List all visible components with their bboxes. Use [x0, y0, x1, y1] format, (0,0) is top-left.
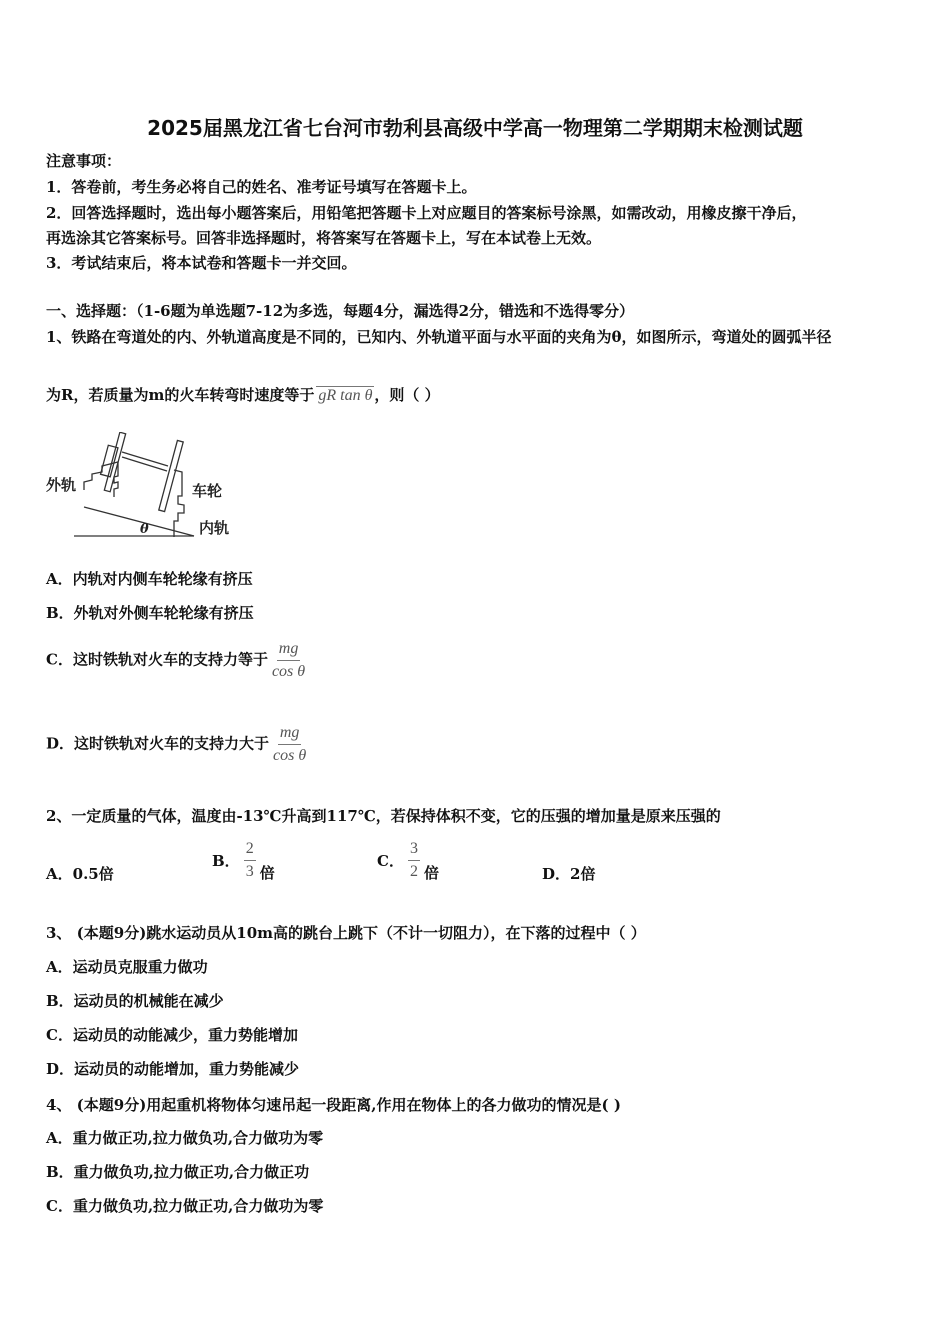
q1-text: ，则（ ） [374, 386, 440, 404]
denominator: cos θ [273, 747, 307, 764]
q3-option-b: B．运动员的机械能在减少 [46, 992, 224, 1010]
option-text: C．这时铁轨对火车的支持力等于 [46, 650, 268, 669]
page-title: 2025届黑龙江省七台河市勃利县高级中学高一物理第二学期期末检测试题 [147, 116, 803, 140]
fraction [408, 838, 420, 883]
q4-option-b: B．重力做负功,拉力做正功,合力做正功 [46, 1163, 310, 1181]
label-outer-rail: 外轨 [46, 476, 77, 494]
q2-option-d: D．2倍 [542, 865, 596, 883]
q2-stem: 2、一定质量的气体，温度由-13℃升高到117℃，若保持体积不变，它的压强的增加量是原来压强的 [46, 807, 721, 825]
sqrt-formula: gR tan θ [318, 387, 373, 404]
note-item: 再选涂其它答案标号。回答非选择题时，将答案写在答题卡上，写在本试卷上无效。 [46, 229, 602, 247]
section-heading: 一、选择题：（1-6题为单选题7-12为多选，每题4分，漏选得2分，错选和不选得零分） [46, 302, 635, 320]
numerator: 3 [408, 838, 420, 861]
note-item: 1．答卷前，考生务必将自己的姓名、准考证号填写在答题卡上。 [46, 178, 477, 196]
railway-figure [44, 432, 244, 542]
fraction [273, 722, 306, 767]
option-text: C． [377, 852, 404, 870]
q4-option-c: C．重力做负功,拉力做正功,合力做功为零 [46, 1197, 324, 1215]
q1-option-d [46, 722, 310, 767]
q3-option-c: C．运动员的动能减少，重力势能增加 [46, 1026, 298, 1044]
label-angle: θ [140, 522, 149, 537]
option-text: B． [212, 852, 240, 870]
note-item: 2．回答选择题时，选出每小题答案后，用铅笔把答题卡上对应题目的答案标号涂黑，如需改动，用橡皮擦干净后， [46, 204, 807, 222]
fraction [272, 638, 305, 683]
label-inner-rail: 内轨 [199, 519, 230, 537]
q2-option-b [212, 838, 275, 883]
unit: 倍 [259, 864, 275, 882]
denominator: 2 [409, 863, 418, 880]
q4-option-a: A．重力做正功,拉力做负功,合力做功为零 [46, 1129, 324, 1147]
denominator: cos θ [271, 663, 306, 680]
numerator: mg [278, 722, 302, 745]
q4-stem: 4、 (本题9分)用起重机将物体匀速吊起一段距离,作用在物体上的各力做功的情况是( ) [46, 1096, 621, 1114]
numerator: mg [277, 638, 301, 661]
option-text: D．这时铁轨对火车的支持力大于 [46, 734, 270, 753]
numerator: 2 [244, 838, 256, 861]
denominator: 3 [245, 863, 254, 880]
note-item: 3．考试结束后，将本试卷和答题卡一并交回。 [46, 254, 357, 272]
q2-option-a: A．0.5倍 [46, 865, 114, 883]
q2-option-c [377, 838, 439, 883]
unit: 倍 [423, 864, 439, 882]
label-wheel: 车轮 [192, 482, 223, 500]
notes-heading: 注意事项： [46, 152, 122, 170]
q3-option-a: A．运动员克服重力做功 [46, 958, 208, 976]
q1-stem-cont [46, 384, 440, 405]
q1-option-b: B．外轨对外侧车轮轮缘有挤压 [46, 604, 254, 622]
q3-stem: 3、 (本题9分)跳水运动员从10m高的跳台上跳下（不计一切阻力），在下落的过程中（ ） [46, 924, 646, 942]
fraction [244, 838, 256, 883]
q1-text: 为R，若质量为m的火车转弯时速度等于 [46, 386, 315, 404]
q3-option-d: D．运动员的动能增加，重力势能减少 [46, 1060, 300, 1078]
q1-stem: 1、铁路在弯道处的内、外轨道高度是不同的，已知内、外轨道平面与水平面的夹角为θ，如图所示，弯道处的圆弧半径 [46, 328, 832, 346]
q1-option-a: A．内轨对内侧车轮轮缘有挤压 [46, 570, 253, 588]
q1-option-c [46, 638, 309, 683]
